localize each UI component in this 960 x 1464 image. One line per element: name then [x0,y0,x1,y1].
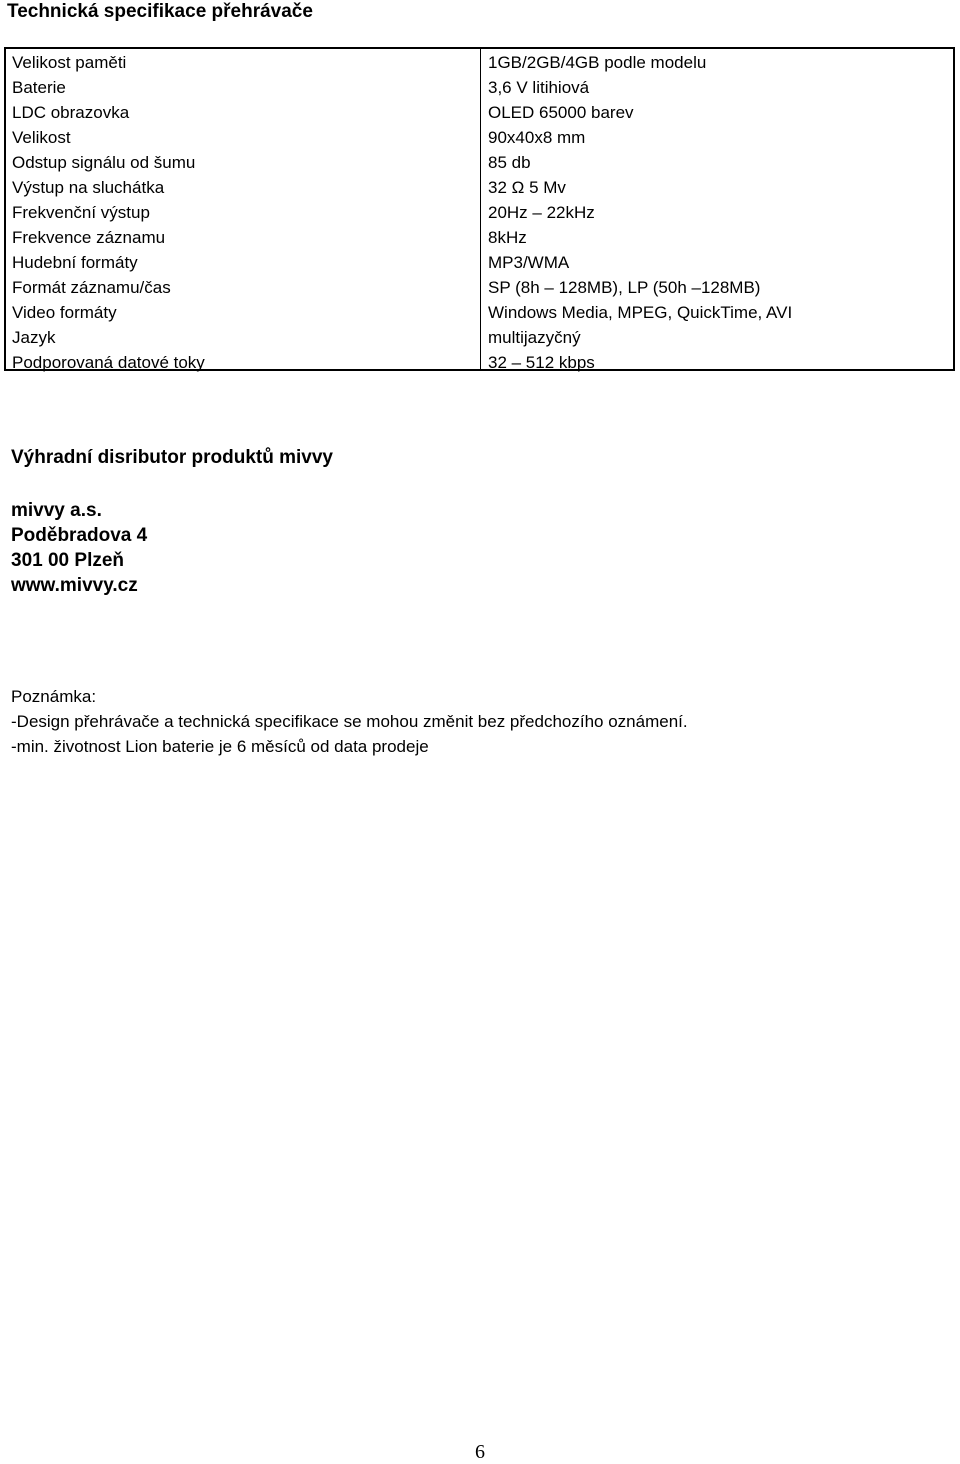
distributor-address [11,498,147,598]
spec-label-size: Velikost [12,128,71,147]
spec-value-battery: 3,6 V litihiová [488,78,590,97]
spec-value-frequency-output: 20Hz – 22kHz [488,203,595,222]
page-title: Technická specifikace přehrávače [7,1,313,22]
spec-label-recording-format: Formát záznamu/čas [12,278,171,297]
spec-table [4,47,955,371]
spec-labels-column [6,49,481,372]
spec-label-recording-frequency: Frekvence záznamu [12,228,166,247]
spec-value-recording-frequency: 8kHz [488,228,527,247]
spec-label-display: LDC obrazovka [12,103,130,122]
spec-value-memory: 1GB/2GB/4GB podle modelu [488,53,707,72]
note-line-design: -Design přehrávače a technická specifikace se mohou změnit bez předchozího oznámení. [11,712,688,731]
postal-city: 301 00 Plzeň [11,550,125,571]
spec-value-music-formats: MP3/WMA [488,253,570,272]
spec-value-headphone-output: 32 Ω 5 Mv [488,178,566,197]
spec-value-video-formats: Windows Media, MPEG, QuickTime, AVI [488,303,793,322]
street-address: Poděbradova 4 [11,525,148,546]
page-number: 6 [475,1441,485,1463]
spec-label-snr: Odstup signálu od šumu [12,153,196,172]
spec-label-battery: Baterie [12,78,66,97]
spec-label-music-formats: Hudební formáty [12,253,138,272]
spec-label-headphone-output: Výstup na sluchátka [12,178,165,197]
note-label: Poznámka: [11,687,97,706]
spec-value-snr: 85 db [488,153,531,172]
spec-values-column [481,49,953,372]
website: www.mivvy.cz [11,575,138,596]
spec-value-bitrates: 32 – 512 kbps [488,353,595,372]
note-line-battery: -min. životnost Lion baterie je 6 měsíců od data prodeje [11,737,429,756]
company-name: mivvy a.s. [11,500,102,521]
spec-value-size: 90x40x8 mm [488,128,586,147]
spec-label-frequency-output: Frekvenční výstup [12,203,150,222]
distributor-heading: Výhradní disributor produktů mivvy [11,447,333,468]
note-section [11,684,688,759]
spec-label-bitrates: Podporovaná datové toky [12,353,205,372]
spec-label-video-formats: Video formáty [12,303,117,322]
spec-label-memory: Velikost paměti [12,53,127,72]
spec-value-language: multijazyčný [488,328,581,347]
spec-value-recording-format: SP (8h – 128MB), LP (50h –128MB) [488,278,761,297]
spec-value-display: OLED 65000 barev [488,103,634,122]
spec-label-language: Jazyk [12,328,56,347]
